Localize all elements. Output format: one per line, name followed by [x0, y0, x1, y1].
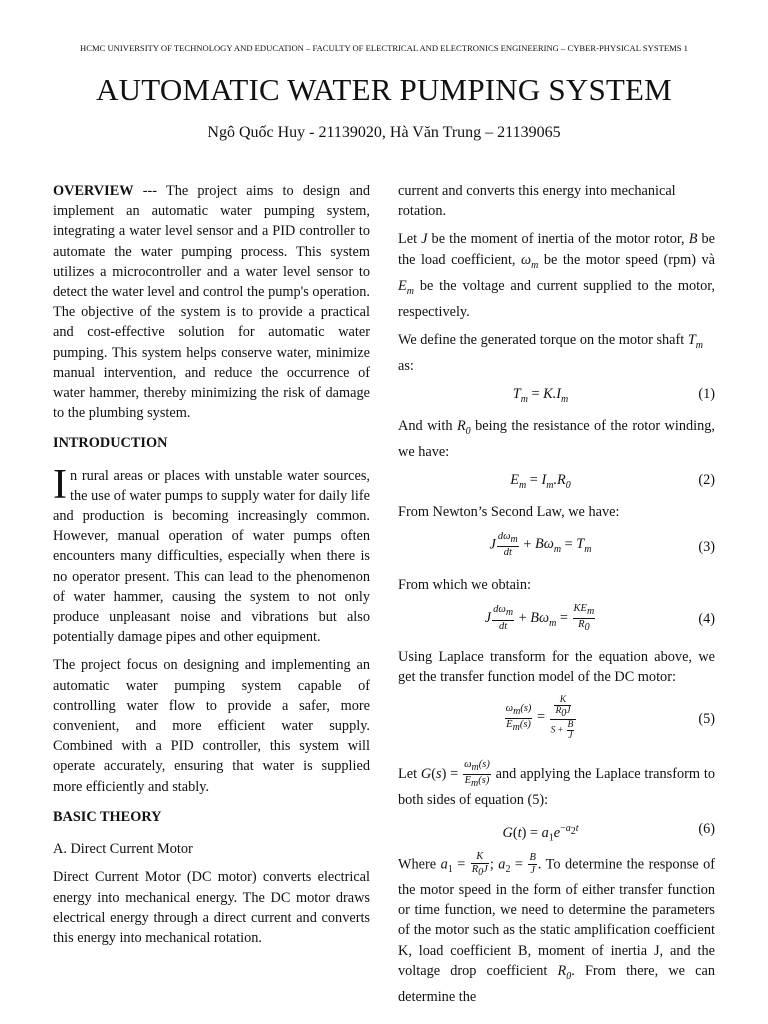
introduction-heading: INTRODUCTION	[53, 435, 168, 452]
resistance-paragraph: And with $R_0$ being the resistance of the rotor winding, we have:	[398, 418, 715, 461]
subsection-dc-motor: A. Direct Current Motor	[53, 841, 193, 858]
drop-cap: I	[53, 461, 67, 508]
obtain-paragraph: From which we obtain:	[398, 576, 532, 593]
equation-1: $T_m = K.I_m$ (1)	[512, 386, 715, 406]
newton-paragraph: From Newton’s Second Law, we have:	[398, 504, 620, 521]
equation-4-number: (4)	[698, 610, 715, 627]
equation-3-number: (3)	[698, 538, 715, 555]
running-header: HCMC UNIVERSITY OF TECHNOLOGY AND EDUCATION – FACULTY OF ELECTRICAL AND ELECTRONICS ENGINEERING – CYBER-PHYSICAL SYSTEMS 1	[80, 43, 688, 53]
equation-5-number: (5)	[698, 711, 715, 728]
equation-4: J $\frac{d\omega_m}{dt}$ + $B\omega_m$ = $\frac{KE_m}{R_0}$ (4)	[484, 602, 715, 634]
left-column	[53, 181, 370, 946]
laplace-paragraph: Using Laplace transform for the equation above, we get the transfer function model of the DC motor:	[398, 648, 715, 686]
equation-3: J $\frac{d\omega_m}{dt}$ + $B\omega_m = T_m$ (3)	[489, 530, 715, 558]
equation-5: $\frac{\omega_m(s)}{E_m(s)}$ = $\frac{K}{R_0J}$ S + $\frac{B}{J}$ (5)	[505, 695, 715, 742]
overview-paragraph: OVERVIEW --- The project aims to design and implement an automatic water pumping system, integrating a water level sensor and a PID controller to automate the water pumping process. This system utilizes a microcontroller and a water level sensor to detect the water level and control the pump's operation. The objective of the system is to provide a practical and cost-effective solution for automatic water pumping. This system helps conserve water, minimize manual intervention, and reduce the occurrence of water hammer, thereby minimizing the risk of damage to the plumbing system.	[53, 183, 370, 422]
introduction-paragraph-1: In rural areas or places with unstable water sources, the use of water pumps to supply water for daily life and production is becoming increasingly common. However, manual operation of water pumps often encounters many difficulties, especially when there is no operator present. This can lead to the phenomenon of water hammer, causing the system to not only produce unpleasant noise and vibrations but also potentially damage pipes and other equipment.	[53, 461, 370, 646]
paper-title: AUTOMATIC WATER PUMPING SYSTEM	[96, 72, 672, 107]
equation-2-number: (2)	[698, 472, 715, 489]
equation-2: $E_m = I_m.R_0$ (2)	[510, 472, 715, 492]
dc-motor-paragraph: Direct Current Motor (DC motor) converts electrical energy into mechanical energy. The DC motor draws electrical energy through a direct current and converts this energy into mechanical rotation.	[53, 869, 370, 946]
authors-line: Ngô Quốc Huy - 21139020, Hà Văn Trung – 21139065	[207, 124, 561, 141]
torque-paragraph: We define the generated torque on the motor shaft $T_m$ as:	[398, 331, 704, 374]
transfer-let-paragraph: Let G(s) = $\frac{\omega_m(s)}{E_m(s)}$ and applying the Laplace transform to both sides of equation (5):	[398, 759, 715, 809]
basic-theory-heading: BASIC THEORY	[53, 808, 162, 825]
parameters-paragraph: Let J be the moment of inertia of the motor rotor, B be the load coefficient, $\omega_m$ be the motor speed (rpm) và $E_m$ be the voltage and current supplied to the motor, respectively.	[398, 231, 715, 320]
equation-6-number: (6)	[698, 820, 715, 837]
equation-1-number: (1)	[698, 386, 715, 403]
equation-6: $G(t) = a_1e^{-a_2t}$ (6)	[502, 820, 715, 844]
introduction-paragraph-2: The project focus on designing and implementing an automatic water pumping system capable of controlling water flow to provide a safer, more convenient, and more efficient water supply. Combined with a PID controller, this system will operate accurately, ensuring that water is supplied more efficiently and stably.	[53, 657, 370, 795]
dc-motor-paragraph-cont: current and converts this energy into mechanical rotation.	[398, 183, 676, 220]
where-paragraph: Where $a_1$ = $\frac{K}{R_0J}$ ; $a_2$ = $\frac{B}{J}$ . To determine the response of the motor speed in the form of either transfer function or time function, we need to determine the parameters of the motor such as the static amplification coefficient K, load coefficient B, moment of inertia J, and the voltage drop coefficient $R_0$. From there, we can determine the	[398, 850, 716, 1005]
overview-heading: OVERVIEW	[53, 183, 134, 199]
right-column	[398, 181, 715, 1015]
